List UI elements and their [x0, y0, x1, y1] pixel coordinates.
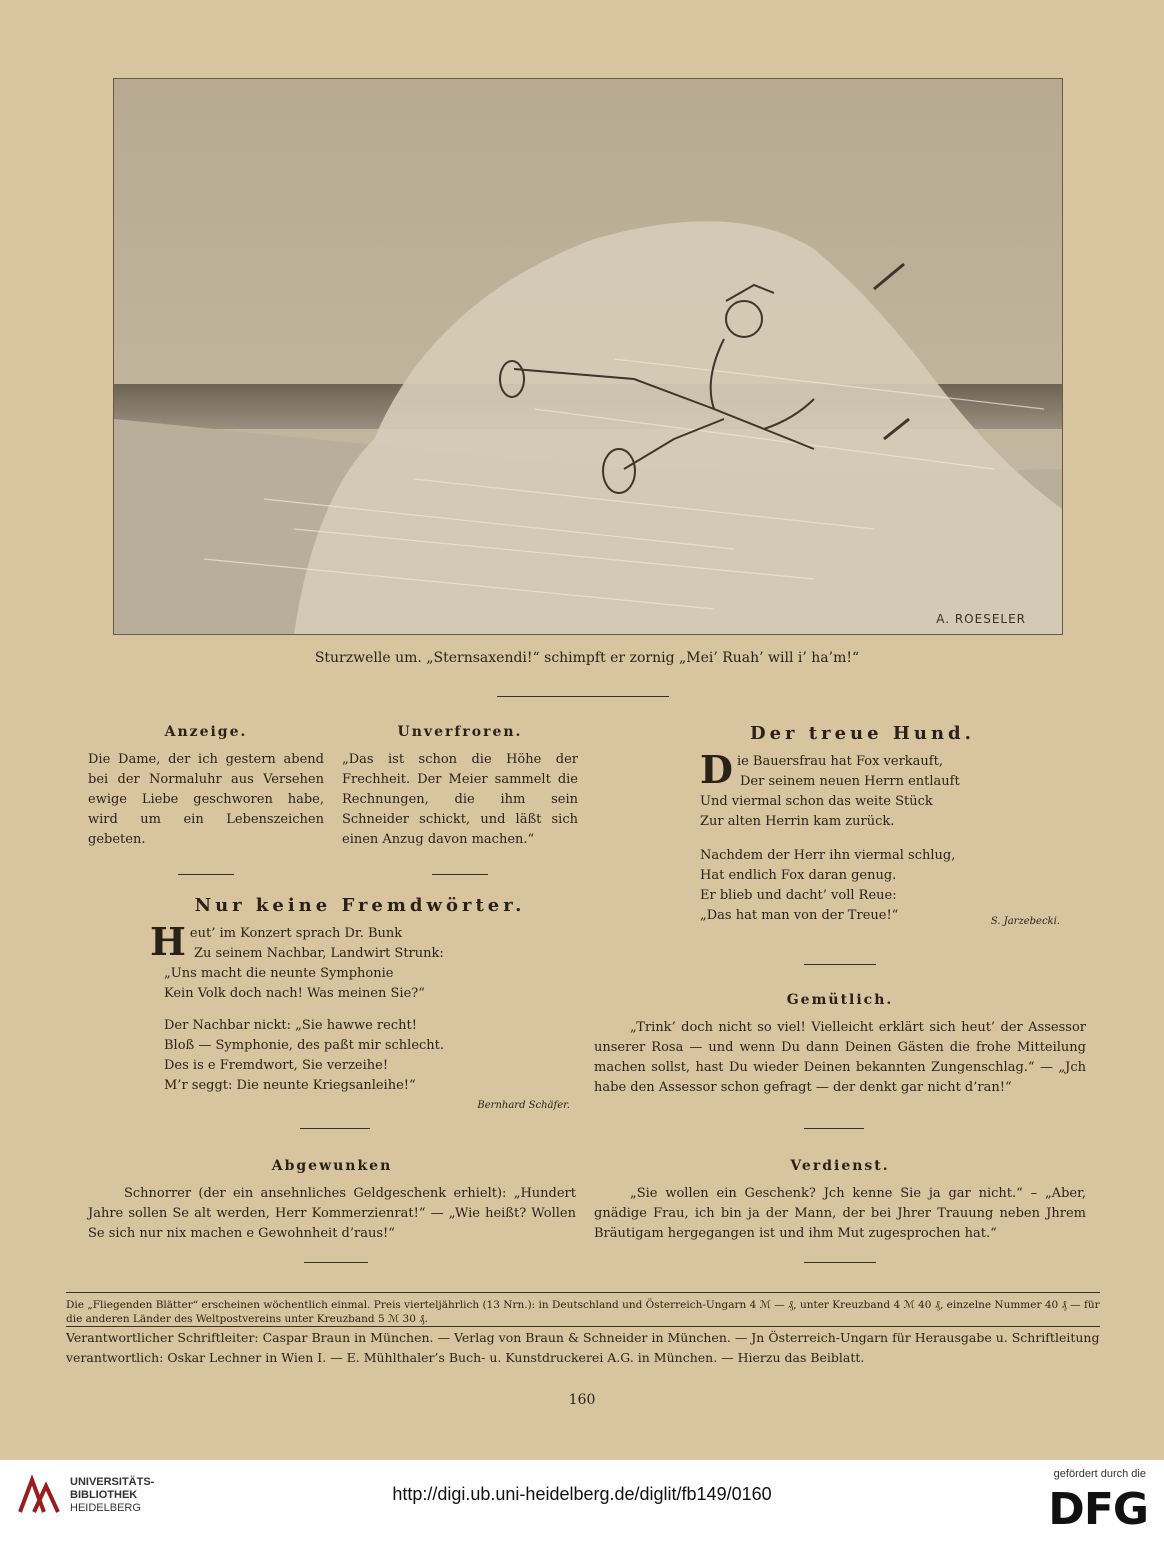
poem-fremdwoerter — [150, 896, 570, 1116]
imprint: Verantwortlicher Schriftleiter: Caspar Braun in München. — Verlag von Braun & Schneider in München. — Jn Österreich-Ungarn für Herausgabe u. Schriftleitung verantwortlich: Oskar Lechner in Wien I. — E. Mühlthaler’s Buch- u. Kunstdruckerei A.G. in München. — Hierzu das Beiblatt. — [66, 1330, 1100, 1365]
poem-line: M’r seggt: Die neunte Kriegsanleihe!“ — [164, 1078, 416, 1093]
page-number: 160 — [568, 1392, 596, 1408]
poem-line: „Uns macht die neunte Symphonie — [164, 966, 394, 981]
poem-line: Bloß — Symphonie, des paßt mir schlecht. — [164, 1038, 445, 1053]
separator — [432, 874, 488, 875]
poem-line: Hat endlich Fox daran genug. — [700, 868, 897, 883]
wave-drawing — [114, 79, 1062, 634]
artist-signature: A. ROESELER — [936, 612, 1026, 626]
fremdwoerter-author: Bernhard Schäfer. — [477, 1100, 570, 1111]
anzeige-text: Die Dame, der ich gestern abend bei der Normaluhr aus Versehen ewige Liebe geschworen habe, wird um ein Lebenszeichen gebeten. — [88, 752, 324, 847]
poem-line: Der Nachbar nickt: „Sie hawwe recht! — [164, 1018, 417, 1033]
fremdwoerter-dropcap: H — [150, 919, 186, 964]
poem-line: Und viermal schon das weite Stück — [700, 794, 933, 809]
digitization-bar — [0, 1460, 1164, 1544]
library-name-line: BIBLIOTHEK — [70, 1489, 138, 1501]
illustration — [113, 78, 1063, 635]
funding-label: gefördert durch die — [1053, 1468, 1146, 1480]
unverfroren-title: Unverfroren. — [397, 724, 523, 740]
hund-dropcap: D — [700, 747, 733, 792]
article-verdienst — [594, 1156, 1086, 1244]
article-gemuetlich — [594, 990, 1086, 1098]
hund-author: S. Jarzebecki. — [990, 916, 1060, 927]
separator — [300, 1128, 370, 1129]
poem-line: Nachdem der Herr ihn viermal schlug, — [700, 848, 956, 863]
article-unverfroren — [342, 722, 578, 850]
article-abgewunken — [88, 1156, 576, 1244]
poem-hund — [700, 724, 1060, 932]
footer-rule — [66, 1326, 1100, 1327]
article-anzeige — [88, 722, 324, 850]
library-name-line: HEIDELBERG — [70, 1502, 141, 1514]
separator — [178, 874, 234, 875]
poem-line: Zu seinem Nachbar, Landwirt Strunk: — [194, 946, 444, 961]
poem-line: „Das hat man von der Treue!“ — [700, 908, 899, 923]
poem-line: Er blieb und dacht’ voll Reue: — [700, 888, 897, 903]
abgewunken-text: Schnorrer (der ein ansehnliches Geldgeschenk erhielt): „Hundert Jahre sollen Se alt werden, Herr Kommerzienrat!“ — „Wie heißt? Wollen Se sich nur nix machen e Gewohnheit d’raus!“ — [88, 1186, 576, 1241]
library-name-line: UNIVERSITÄTS- — [70, 1476, 155, 1488]
footer-rule — [66, 1292, 1100, 1293]
poem-line: Kein Volk doch nach! Was meinen Sie?“ — [164, 986, 425, 1001]
verdienst-text: „Sie wollen ein Geschenk? Jch kenne Sie ja gar nicht.“ – „Aber, gnädige Frau, ich bin ja der Mann, der bei Jhrer Trauung neben Jhrem Bräutigam hergegangen ist und ihm Mut zugesprochen hat.“ — [594, 1186, 1086, 1241]
unverfroren-text: „Das ist schon die Höhe der Frechheit. Der Meier sammelt die Rechnungen, die ihm sein Schneider schickt, und läßt sich einen Anzug davon machen.“ — [342, 752, 578, 847]
poem-line: ie Bauersfrau hat Fox verkauft, — [736, 754, 943, 769]
verdienst-title: Verdienst. — [790, 1158, 890, 1174]
poem-line: eut’ im Konzert sprach Dr. Bunk — [189, 926, 403, 941]
subscription-info: Die „Fliegenden Blätter“ erscheinen wöchentlich einmal. Preis vierteljährlich (13 Nrn.): in Deutschland und Österreich-Ungarn 4 ℳ — ₰, unter Kreuzband 4 ℳ 40 ₰, einzelne Nummer 40 ₰ — für die anderen Länder des Weltpostvereins unter Kreuzband 5 ℳ 30 ₰. — [66, 1299, 1100, 1325]
separator — [804, 1128, 864, 1129]
hund-title: Der treue Hund. — [750, 723, 975, 744]
dfg-logo: DFG — [1048, 1484, 1148, 1535]
gemuetlich-title: Gemütlich. — [786, 992, 894, 1008]
poem-line: Zur alten Herrin kam zurück. — [700, 814, 895, 829]
illustration-caption: Sturzwelle um. „Sternsaxendi!“ schimpft er zornig „Mei’ Ruah’ will i’ ha’m!“ — [314, 650, 860, 666]
anzeige-title: Anzeige. — [164, 724, 248, 740]
separator — [804, 964, 876, 965]
separator — [804, 1262, 876, 1263]
permalink-url[interactable]: http://digi.ub.uni-heidelberg.de/diglit/fb149/0160 — [392, 1484, 772, 1504]
poem-line: Der seinem neuen Herrn entlauft — [740, 774, 960, 789]
fremdwoerter-title: Nur keine Fremdwörter. — [194, 895, 526, 916]
caption-rule — [497, 696, 669, 697]
separator — [304, 1262, 368, 1263]
poem-line: Des is e Fremdwort, Sie verzeihe! — [164, 1058, 389, 1073]
gemuetlich-text: „Trink’ doch nicht so viel! Vielleicht erklärt sich heut’ der Assessor unserer Rosa — und wenn Du dann Deinen Gästen die frohe Mitteilung machen sollst, hast Du wieder Deinen bekannten Zungenschlag.“ — „Jch habe den Assessor schon gefragt — der denkt gar nicht d’ran!“ — [594, 1020, 1086, 1095]
abgewunken-title: Abgewunken — [271, 1158, 393, 1174]
